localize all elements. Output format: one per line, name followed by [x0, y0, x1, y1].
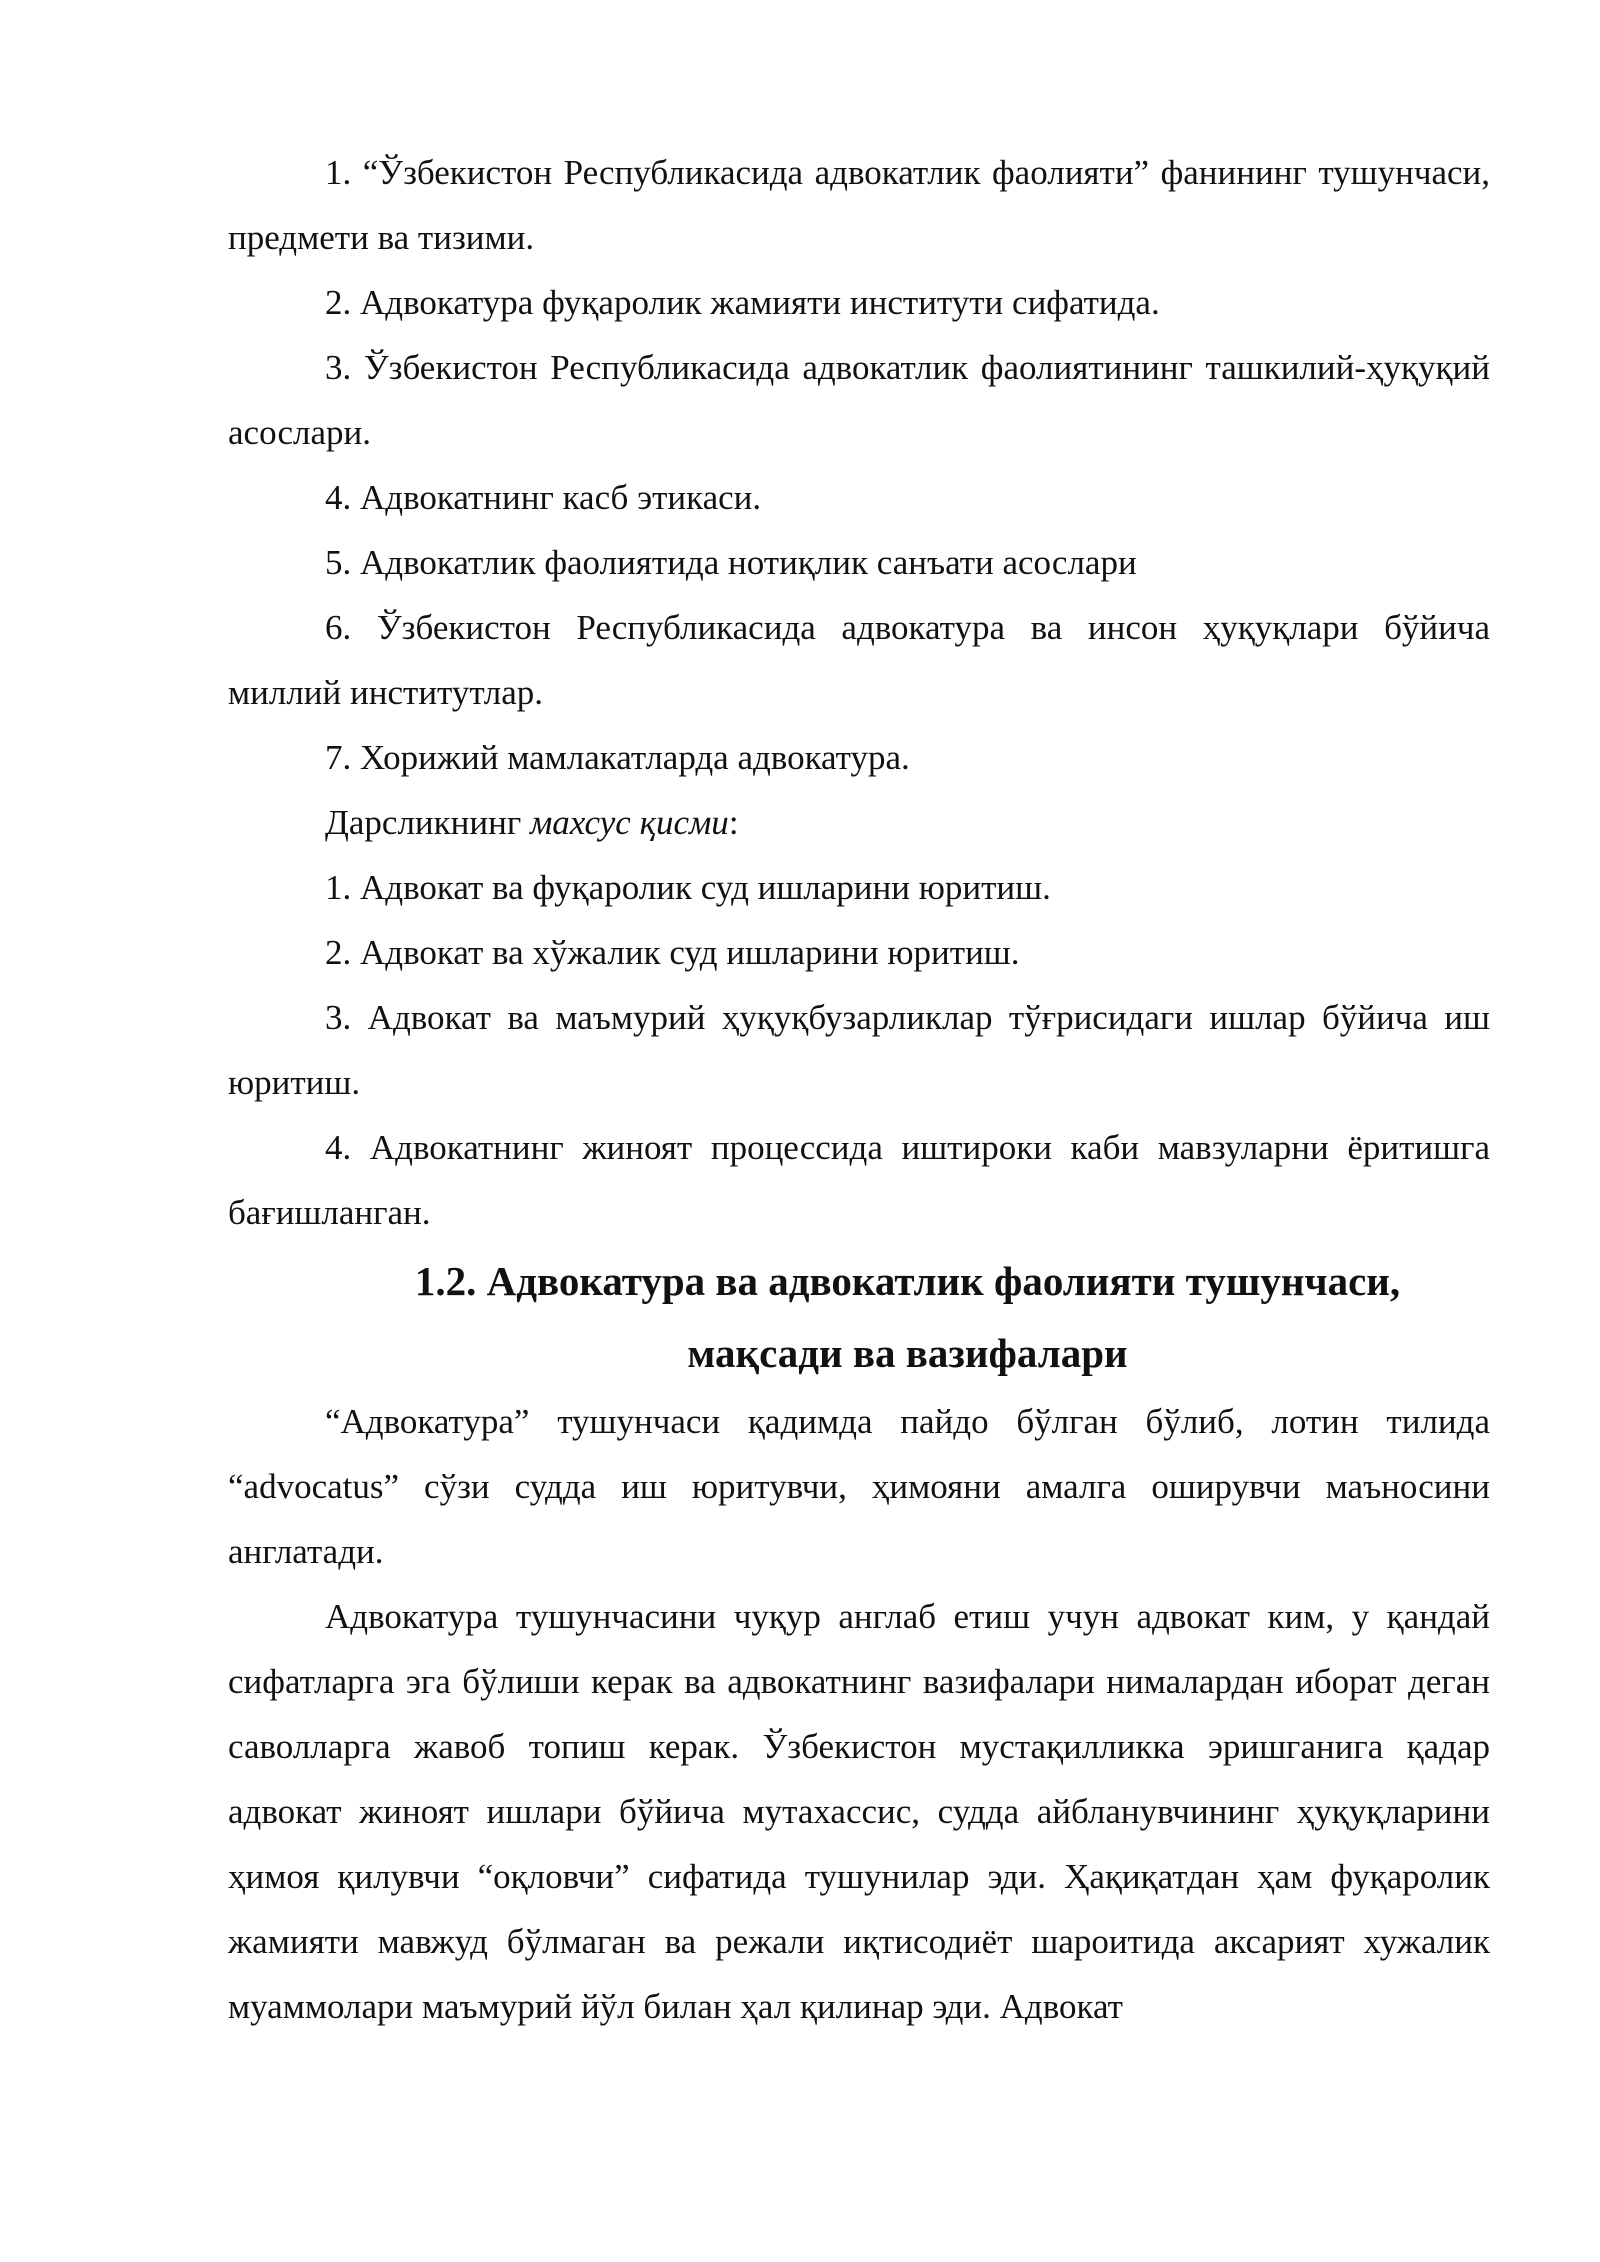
special-intro-suffix: :	[728, 803, 739, 842]
document-page	[228, 140, 1490, 2039]
list-item-general-1: 1. “Ўзбекистон Республикасида адвокатлик фаолияти” фанининг тушунчаси, предмети ва тизими.	[228, 153, 1490, 257]
list-item-general-3: 3. Ўзбекистон Республикасида адвокатлик фаолиятининг ташкилий-ҳуқуқий асослари.	[228, 348, 1490, 452]
list-item-general-2: 2. Адвокатура фуқаролик жамияти институти сифатида.	[325, 283, 1160, 322]
list-item-special-1: 1. Адвокат ва фуқаролик суд ишларини юритиш.	[325, 868, 1051, 907]
list-item-general-5: 5. Адвокатлик фаолиятида нотиқлик санъати асослари	[325, 543, 1137, 582]
list-item-general-4: 4. Адвокатнинг касб этикаси.	[325, 478, 762, 517]
list-item-special-4: 4. Адвокатнинг жиноят процессида иштироки каби мавзуларни ёритишга бағишланган.	[228, 1128, 1490, 1232]
section-heading	[228, 1245, 1490, 1389]
special-intro-prefix: Дарсликнинг	[325, 803, 530, 842]
special-intro-emphasis: махсус қисми	[529, 803, 729, 842]
body-paragraph-1: “Адвокатура” тушунчаси қадимда пайдо бўлган бўлиб, лотин тилида “advocatus” сўзи судда иш юритувчи, ҳимояни амалга оширувчи маъносини англатади.	[228, 1402, 1490, 1571]
special-part-intro	[228, 790, 1490, 855]
section-heading-line1: 1.2. Адвокатура ва адвокатлик фаолияти тушунчаси,	[414, 1258, 1401, 1304]
body-paragraph-2: Адвокатура тушунчасини чуқур англаб етиш учун адвокат ким, у қандай сифатларга эга бўлиши керак ва адвокатнинг вазифалари нималардан иборат деган саволларга жавоб топиш керак. Ўзбекистон мустақилликка эришганига қадар адвокат жиноят ишлари бўйича мутахассис, судда айбланувчининг ҳуқуқларини ҳимоя қилувчи “оқловчи” сифатида тушунилар эди. Ҳақиқатдан ҳам фуқаролик жамияти мавжуд бўлмаган ва режали иқтисодиёт шароитида аксарият хужалик муаммолари маъмурий йўл билан ҳал қилинар эди. Адвокат	[228, 1597, 1490, 2026]
list-item-general-6: 6. Ўзбекистон Республикасида адвокатура ва инсон ҳуқуқлари бўйича миллий институтлар.	[228, 608, 1490, 712]
list-item-general-7: 7. Хорижий мамлакатларда адвокатура.	[325, 738, 910, 777]
section-heading-line2: мақсади ва вазифалари	[687, 1330, 1128, 1376]
list-item-special-3: 3. Адвокат ва маъмурий ҳуқуқбузарликлар тўғрисидаги ишлар бўйича иш юритиш.	[228, 998, 1490, 1102]
list-item-special-2: 2. Адвокат ва хўжалик суд ишларини юритиш.	[325, 933, 1020, 972]
